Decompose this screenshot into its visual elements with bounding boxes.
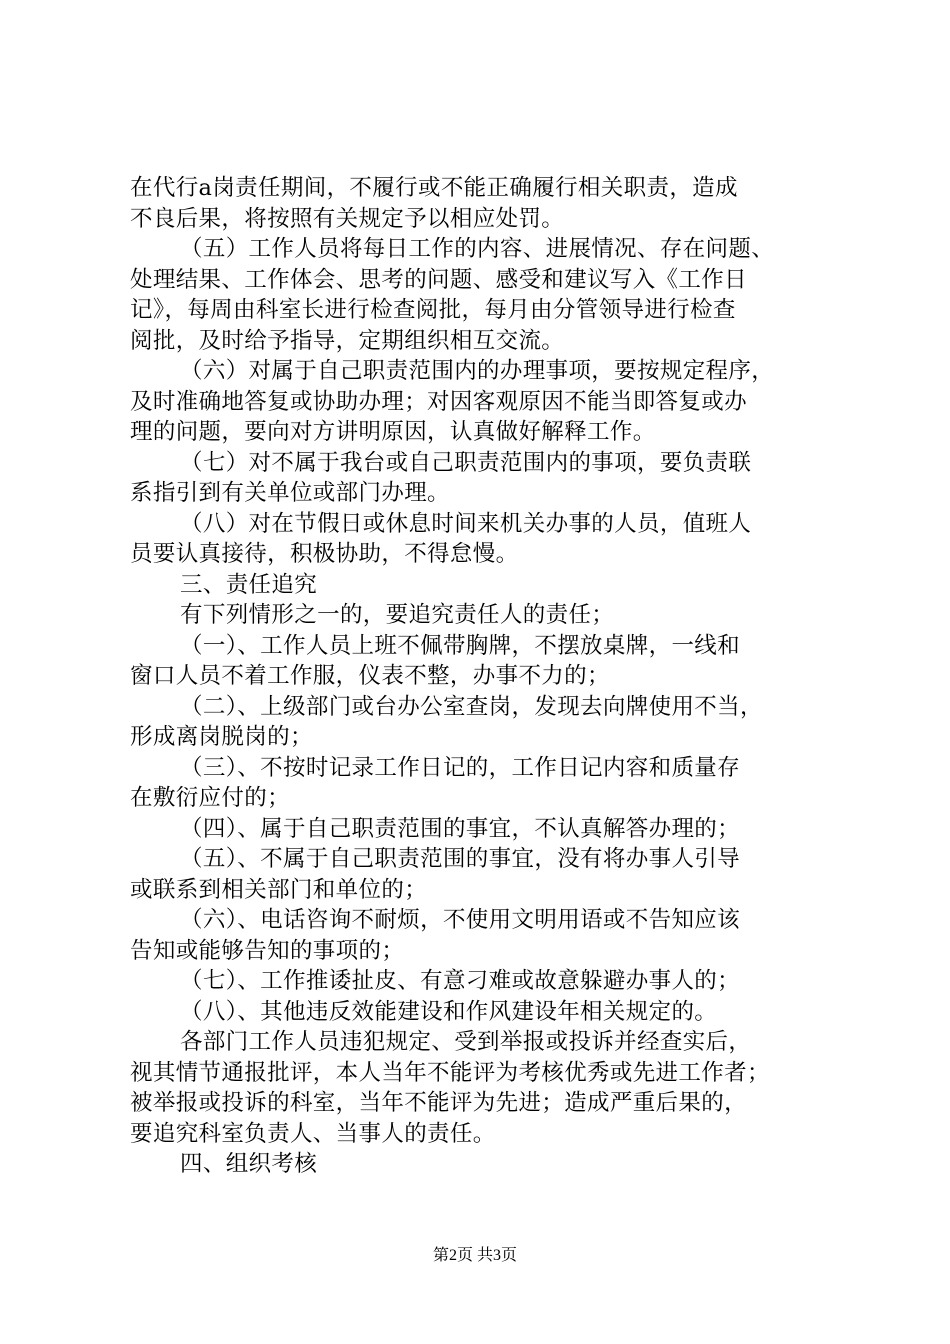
text-line: 不良后果，将按照有关规定予以相应处罚。	[130, 205, 565, 232]
page-footer	[0, 1242, 950, 1265]
text-line: 记》，每周由科室长进行检查阅批，每月由分管领导进行检查	[130, 297, 736, 323]
text-line: （一）、工作人员上班不佩带胸牌，不摆放桌牌，一线和	[180, 632, 741, 659]
text-line: （五）、不属于自己职责范围的事宜，没有将办事人引导	[180, 846, 741, 872]
text-line: 阅批，及时给予指导，定期组织相互交流。	[130, 327, 565, 354]
text-line: 被举报或投诉的科室，当年不能评为先进；造成严重后果的，	[130, 1090, 747, 1116]
text-line: 或联系到相关部门和单位的；	[130, 876, 428, 903]
text-line: 系指引到有关单位或部门办理。	[130, 480, 450, 506]
text-line: （二）、上级部门或台办公室查岗，发现去向牌使用不当，	[180, 693, 763, 720]
text-line: （五）工作人员将每日工作的内容、进展情况、存在问题、	[180, 236, 775, 262]
text-line: 在代行a岗责任期间，不履行或不能正确履行相关职责，造成	[130, 175, 738, 201]
text-line: 三、责任追究	[180, 571, 318, 598]
text-line: 四、组织考核	[180, 1151, 318, 1177]
text-line: 在敷衍应付的；	[130, 785, 290, 811]
text-line: 窗口人员不着工作服，仪表不整，办事不力的；	[130, 663, 610, 689]
text-line: （六）对属于自己职责范围内的办理事项，要按规定程序，	[180, 358, 775, 384]
text-line: 有下列情形之一的，要追究责任人的责任；	[180, 602, 615, 628]
text-line: （八）对在节假日或休息时间来机关办事的人员，值班人	[180, 510, 752, 537]
text-line: 要追究科室负责人、当事人的责任。	[130, 1120, 496, 1147]
text-line: （三）、不按时记录工作日记的，工作日记内容和质量存	[180, 754, 741, 781]
text-line: （四）、属于自己职责范围的事宜，不认真解答办理的；	[180, 815, 741, 842]
text-line: 及时准确地答复或协助办理；对因客观原因不能当即答复或办	[130, 388, 747, 415]
document-body	[130, 173, 835, 1180]
text-line: 形成离岗脱岗的；	[130, 724, 313, 750]
text-line: 员要认真接待，积极协助，不得怠慢。	[130, 541, 519, 567]
text-line: 理的问题，要向对方讲明原因，认真做好解释工作。	[130, 419, 656, 445]
text-line: 各部门工作人员违犯规定、受到举报或投诉并经查实后，	[180, 1029, 752, 1055]
text-line: 视其情节通报批评，本人当年不能评为考核优秀或先进工作者；	[130, 1059, 770, 1086]
text-line: 处理结果、工作体会、思考的问题、感受和建议写入《工作日	[130, 266, 747, 293]
page-number-label: 第2页 共3页	[432, 1247, 517, 1264]
text-line: （七）、工作推诿扯皮、有意刁难或故意躲避办事人的；	[180, 968, 741, 994]
text-line: 告知或能够告知的事项的；	[130, 937, 405, 964]
text-line: （七）对不属于我台或自己职责范围内的事项，要负责联	[180, 449, 752, 476]
text-line: （六）、电话咨询不耐烦，不使用文明用语或不告知应该	[180, 907, 741, 933]
text-line: （八）、其他违反效能建设和作风建设年相关规定的。	[180, 998, 718, 1025]
